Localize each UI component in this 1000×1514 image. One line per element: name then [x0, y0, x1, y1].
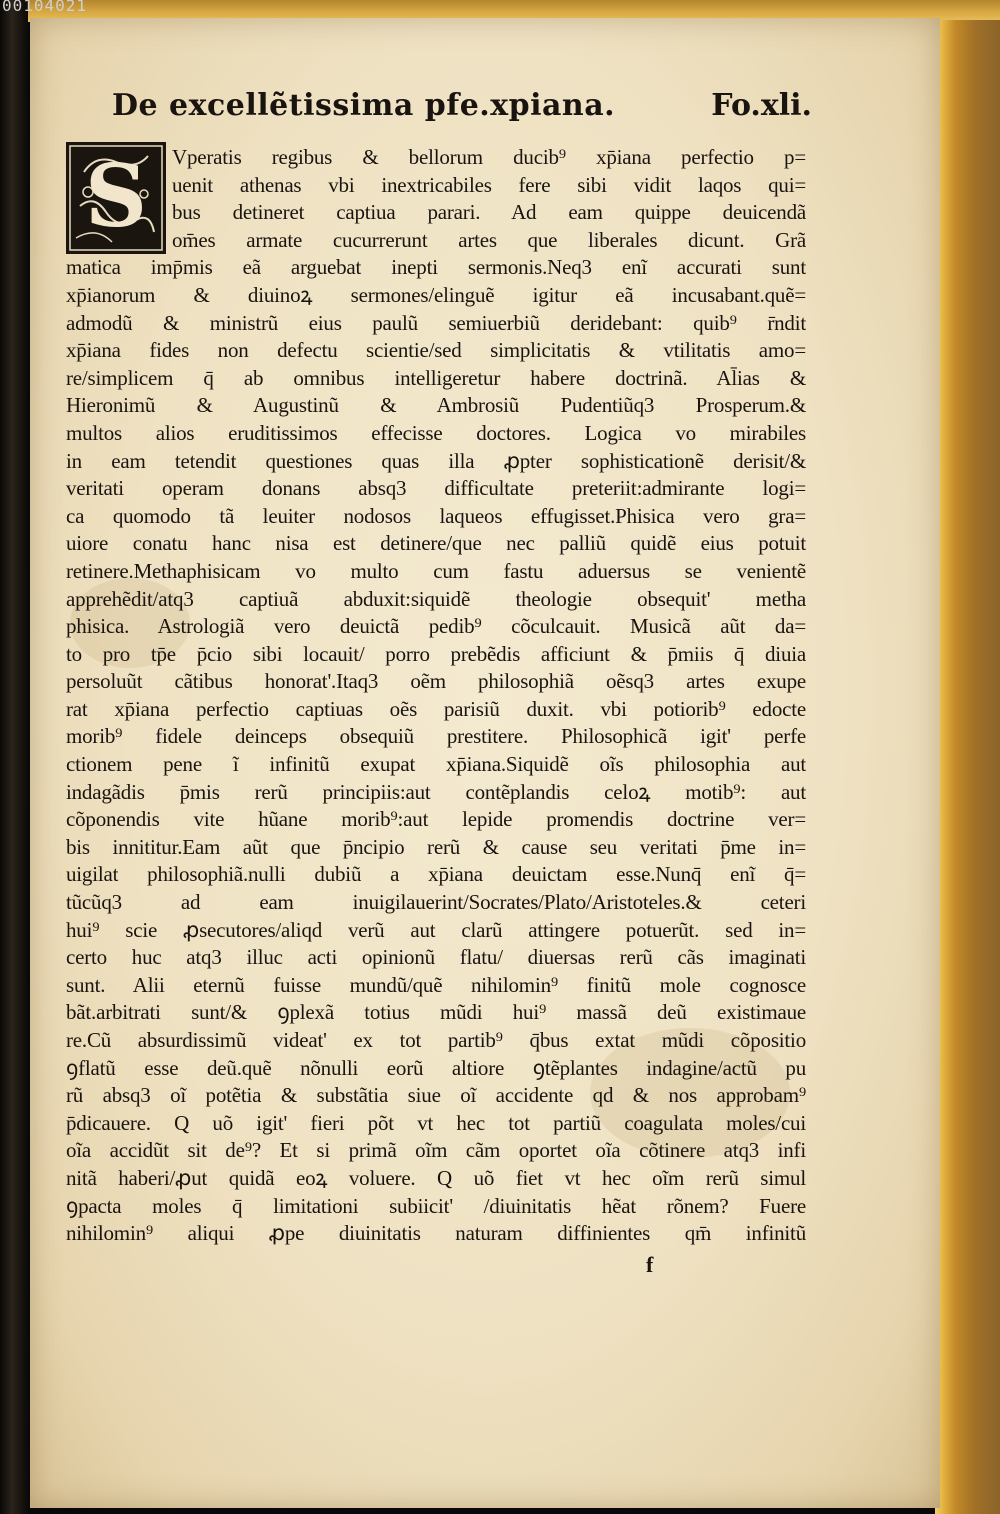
text-line: xp̄iana fides non defectu scientie/sed simplicitatis & vtilitatis amo= — [66, 338, 806, 363]
signature-mark: f — [646, 1252, 654, 1277]
gilt-fore-edge — [935, 20, 1000, 1514]
text-line: ctionem pene ĩ infinitũ exupat xp̄iana.Siquidẽ oĩs philosophia aut — [66, 752, 806, 777]
text-line: nitã haberi/ꝓut quidã eoꝝ voluere. Q uõ fiet vt hec oĩm rerũ simul — [66, 1165, 806, 1190]
running-head — [112, 88, 812, 123]
text-line: hui⁹ scie ꝓsecutores/aliqd verũ aut clarũ attingere potuerũt. sed in= — [66, 917, 806, 942]
scan-id-label: 00104021 — [2, 0, 88, 15]
text-line: xp̄ianorum & diuinoꝝ sermones/elinguẽ igitur eã incusabant.quẽ= — [66, 282, 806, 307]
text-line: tũcũq3 ad eam inuigilauerint/Socrates/Plato/Aristoteles.& ceteri — [66, 890, 806, 915]
text-line: rat xp̄iana perfectio captiuas oẽs parisiũ duxit. vbi potiorib⁹ edocte — [66, 696, 806, 721]
text-line: ca quomodo tã leuiter nodosos laqueos effugisset.Phisica vero gra= — [66, 503, 806, 528]
text-line: rũ absq3 oĩ potẽtia & substãtia siue oĩ accidente qd & nos approbam⁹ — [66, 1083, 806, 1108]
text-line: to pro tp̄e p̄cio sibi locauit/ porro prebẽdis afficiunt & p̄miis q̄ diuia — [66, 641, 806, 666]
text-line: cõponendis vite hũane morib⁹:aut lepide promendis doctrine ver= — [66, 807, 806, 832]
folio-number: Fo.xli. — [711, 88, 812, 123]
text-line: morib⁹ fidele deinceps obsequiũ prestitere. Philosophicã igit' perfe — [66, 724, 806, 749]
text-line: sunt. Alii eternũ fuisse mundũ/quẽ nihilomin⁹ finitũ mole cognosce — [66, 972, 806, 997]
text-line: persoluũt cãtibus honorat'.Itaq3 oẽm philosophiã oẽsq3 artes exupe — [66, 669, 806, 694]
running-head-title: De excellẽtissima pfe.xpiana. — [112, 88, 616, 123]
text-line: oĩa accidũt sit de⁹? Et si primã oĩm cãm oportet oĩa cõtinere atq3 infi — [66, 1138, 806, 1163]
text-line: veritati operam donans absq3 difficultate preteriit:admirante logi= — [66, 476, 806, 501]
text-line: indagãdis p̄mis rerũ principiis:aut contẽplandis celoꝝ motib⁹: aut — [66, 779, 806, 804]
text-line: bis innititur.Eam aũt que p̄ncipio rerũ & cause seu veritati p̄me in= — [66, 834, 806, 859]
text-line: ꝯpacta moles q̄ limitationi subiicit' /diuinitatis hẽat rõnem? Fuere — [66, 1193, 806, 1218]
text-line: uiore conatu hanc nisa est detinere/que nec palliũ quidẽ eius potuit — [66, 531, 806, 556]
text-line: retinere.Methaphisicam vo multo cum fastu aduersus se venientẽ — [66, 558, 806, 583]
text-line: Vperatis regibus & bellorum ducib⁹ xp̄iana perfectio p= — [172, 145, 806, 169]
text-line: Hieronimũ & Augustinũ & Ambrosiũ Pudentiũq3 Prosperum.& — [66, 393, 806, 418]
text-line: in eam tetendit questiones quas illa ꝓpter sophisticationẽ derisit/& — [66, 448, 806, 473]
text-line: nihilomin⁹ aliqui ꝓpe diuinitatis naturam diffinientes qm̄ infinitũ — [66, 1221, 806, 1246]
text-line: ꝯflatũ esse deũ.quẽ nõnulli eorũ altiore ꝯtẽplantes indagine/actũ pu — [66, 1055, 806, 1080]
text-line: apprehẽdit/atq3 captiuã abduxit:siquidẽ theologie obsequit' metha — [66, 586, 806, 611]
book-page — [30, 18, 940, 1508]
text-line: p̄dicauere. Q uõ igit' fieri põt vt hec tot partiũ coagulata moles/cui — [66, 1110, 806, 1135]
text-line: re/simplicem q̄ ab omnibus intelligeretur habere doctrinã. Al̄ias & — [66, 365, 806, 390]
text-line: phisica. Astrologiã vero deuictã pedib⁹ cõculcauit. Musicã aũt da= — [66, 614, 806, 639]
text-line: certo huc atq3 illuc acti opinionũ flatu/ diuersas rerũ cãs imaginati — [66, 945, 806, 970]
initial-letter-glyph: S — [84, 146, 148, 247]
text-line: uenit athenas vbi inextricabiles fere sibi vidit laqos qui= — [172, 172, 806, 197]
text-line: uigilat philosophiã.nulli dubiũ a xp̄iana deuictam esse.Nunq̄ enĩ q̄= — [66, 862, 806, 887]
text-line: matica imp̄mis eã arguebat inepti sermonis.Neq3 enĩ accurati sunt — [66, 255, 806, 280]
text-line: re.Cũ absurdissimũ videat' ex tot partib⁹ q̄bus extat mũdi cõpositio — [66, 1028, 806, 1052]
text-line: bus detineret captiua parari. Ad eam quippe deuicendã — [172, 200, 806, 225]
text-line: multos alios eruditissimos effecisse doctores. Logica vo mirabiles — [66, 420, 806, 445]
body-text — [66, 144, 806, 1248]
text-line: bãt.arbitrati sunt/& ꝯplexã totius mũdi hui⁹ massã deũ existimaue — [66, 1000, 806, 1025]
text-line: om̄es armate cucurrerunt artes que liberales dicunt. Grã — [172, 227, 806, 252]
text-line: admodũ & ministrũ eius paulũ semiuerbiũ deridebant: quib⁹ r̄ndit — [66, 310, 806, 335]
